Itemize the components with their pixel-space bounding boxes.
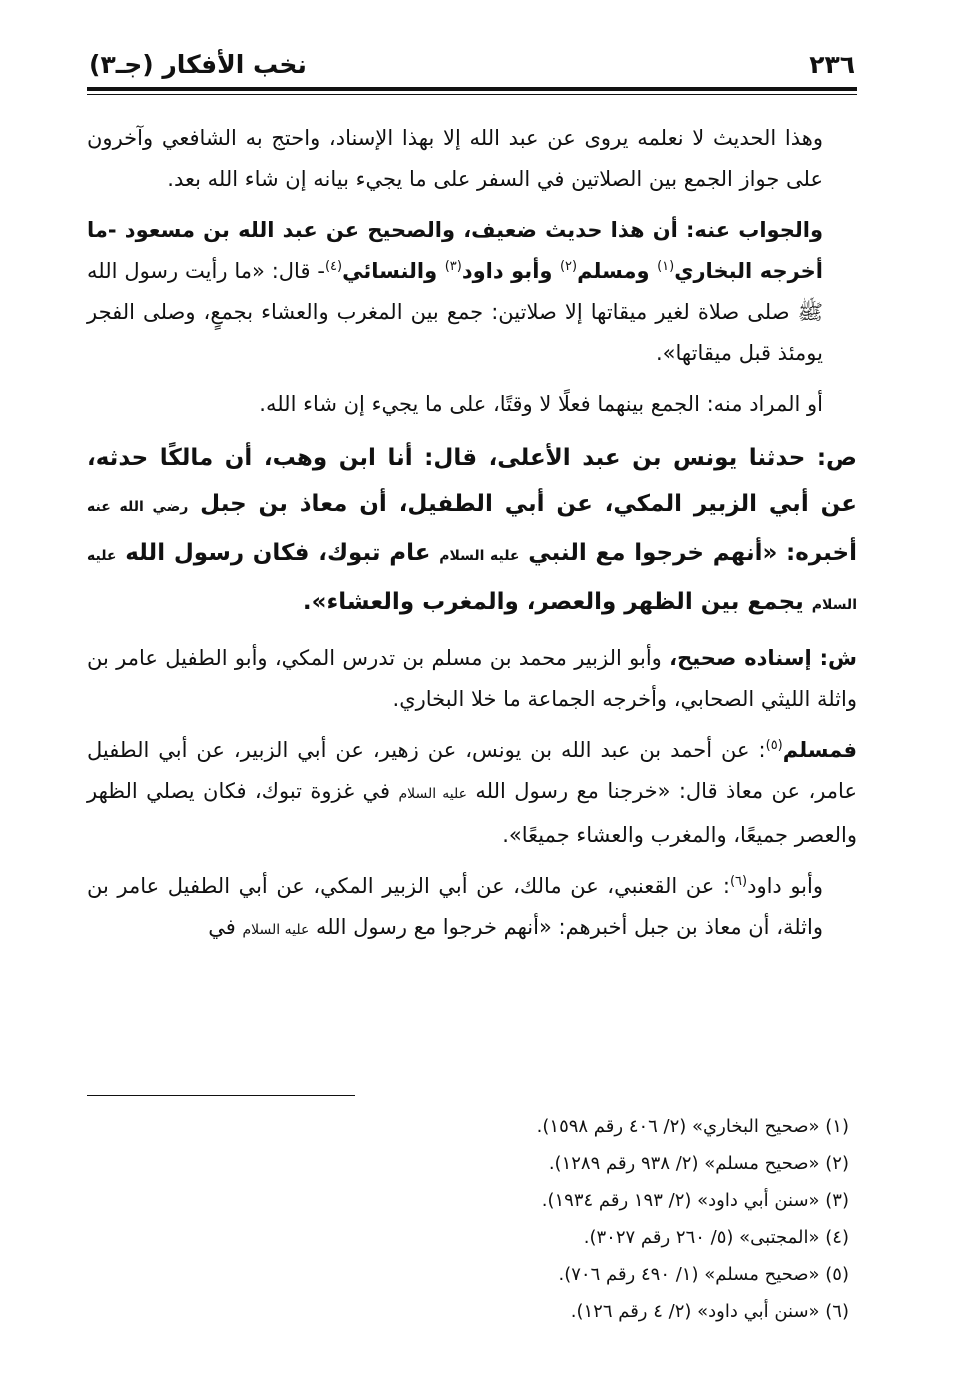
header-rule-thick xyxy=(87,87,857,91)
muslim-text-a: : عن أحمد بن عبد الله بن يونس، عن زهير، عن أبي الزبير، عن أبي الطفيل عامر، عن معاذ قال: «خرجنا مع رسول الله xyxy=(87,738,857,803)
paragraph-1-text: وهذا الحديث لا نعلمه يروى عن عبد الله إلا بهذا الإسناد، واحتج به الشافعي وآخرون على جواز الجمع بين الصلاتين في السفر على ما يجيء بيانه إن شاء الله بعد. xyxy=(87,126,823,191)
hadith-part-c: عام تبوك، فكان رسول الله xyxy=(116,540,440,566)
source-abu-dawud: وأبو داود xyxy=(461,259,560,283)
paragraph-3 xyxy=(87,384,857,425)
footnote-6: (٦) «سنن أبي داود» (٢/ ٤ رقم ١٢٦). xyxy=(570,1301,849,1322)
header-rule-thin xyxy=(87,94,857,95)
source-muslim: ومسلم xyxy=(577,259,658,283)
footnote-ref-5[interactable]: (٥) xyxy=(765,738,783,753)
abudawud-text-a: : عن القعنبي، عن مالك، عن أبي الزبير المكي، عن أبي الطفيل عامر بن واثلة، أن معاذ بن جبل أخبرهم: «أنهم خرجوا مع رسول الله xyxy=(87,874,823,939)
hadith-part-a: ص: حدثنا يونس بن عبد الأعلى، قال: أنا ابن وهب، أن مالكًا حدثه، عن أبي الزبير المكي، عن أبي الطفيل، أن معاذ بن جبل xyxy=(87,445,857,517)
muslim-lead: فمسلم xyxy=(782,738,857,762)
footnote-ref-4[interactable]: (٤) xyxy=(324,259,343,274)
commentary-lead: ش: إسناده صحيح، xyxy=(669,646,858,670)
running-header xyxy=(87,40,857,90)
hadith-text xyxy=(87,435,857,628)
footnote-2: (٢) «صحيح مسلم» (٢/ ٩٣٨ رقم ١٢٨٩). xyxy=(548,1153,849,1174)
answer-lead: والجواب عنه: أن هذا حديث ضعيف، والصحيح عن عبد الله بن مسعود -ما أخرجه البخاري xyxy=(87,218,824,283)
footnote-1: (١) «صحيح البخاري» (٢/ ٤٠٦ رقم ١٥٩٨). xyxy=(536,1116,849,1137)
footnote-ref-2[interactable]: (٢) xyxy=(559,259,578,274)
abudawud-paragraph xyxy=(87,866,857,951)
book-title: نخب الأفكار (جـ٣) xyxy=(89,50,307,79)
main-text xyxy=(87,118,857,961)
muslim-text-b: في غزوة تبوك، فكان يصلي الظهر والعصر جميعًا، والمغرب والعشاء جميعًا». xyxy=(87,779,857,847)
footnote-5: (٥) «صحيح مسلم» (١/ ٤٩٠ رقم ٧٠٦). xyxy=(558,1264,849,1285)
footnote-separator xyxy=(87,1095,355,1096)
commentary-paragraph xyxy=(87,638,857,720)
paragraph-2 xyxy=(87,210,857,374)
muslim-paragraph xyxy=(87,730,857,856)
honorific-radi: رضي الله عنه xyxy=(87,499,189,515)
footnote-ref-6[interactable]: (٦) xyxy=(729,874,748,889)
abudawud-lead: وأبو داود xyxy=(747,874,823,898)
honorific-alayhi: عليه السلام xyxy=(87,548,857,613)
honorific-alayhi: عليه السلام xyxy=(439,548,520,564)
honorific-alayhi: عليه السلام xyxy=(398,786,468,802)
source-nasai: والنسائي xyxy=(342,259,445,283)
footnote-3: (٣) «سنن أبي داود» (٢/ ١٩٣ رقم ١٩٣٤). xyxy=(541,1190,849,1211)
paragraph-3-text: أو المراد منه: الجمع بينهما فعلًا لا وقتًا، على ما يجيء إن شاء الله. xyxy=(259,392,823,416)
commentary-text: وأبو الزبير محمد بن مسلم بن تدرس المكي، وأبو الطفيل عامر بن واثلة الليثي الصحابي، وأخرجه الجماعة ما خلا البخاري. xyxy=(87,646,857,711)
footnotes xyxy=(249,1108,849,1330)
hadith-part-d: يجمع بين الظهر والعصر، والمغرب والعشاء». xyxy=(302,589,812,615)
page-number: ٢٣٦ xyxy=(809,50,855,79)
footnote-4: (٤) «المجتبى» (٥/ ٢٦٠ رقم ٣٠٢٧). xyxy=(583,1227,849,1248)
footnote-ref-1[interactable]: (١) xyxy=(657,259,675,274)
book-page xyxy=(87,40,858,1322)
paragraph-1 xyxy=(87,118,857,200)
paragraph-2-rest: - قال: «ما رأيت رسول الله ﷺ صلى صلاة لغير ميقاتها إلا صلاتين: جمع بين المغرب والعشاء بجمعٍ، وصلى الفجر يومئذ قبل ميقاتها». xyxy=(87,259,823,365)
hadith-part-b: أخبره: «أنهم خرجوا مع النبي xyxy=(519,540,857,566)
honorific-alayhi: عليه السلام xyxy=(242,922,310,938)
footnote-ref-3[interactable]: (٣) xyxy=(444,259,462,274)
abudawud-text-b: في xyxy=(208,915,243,939)
